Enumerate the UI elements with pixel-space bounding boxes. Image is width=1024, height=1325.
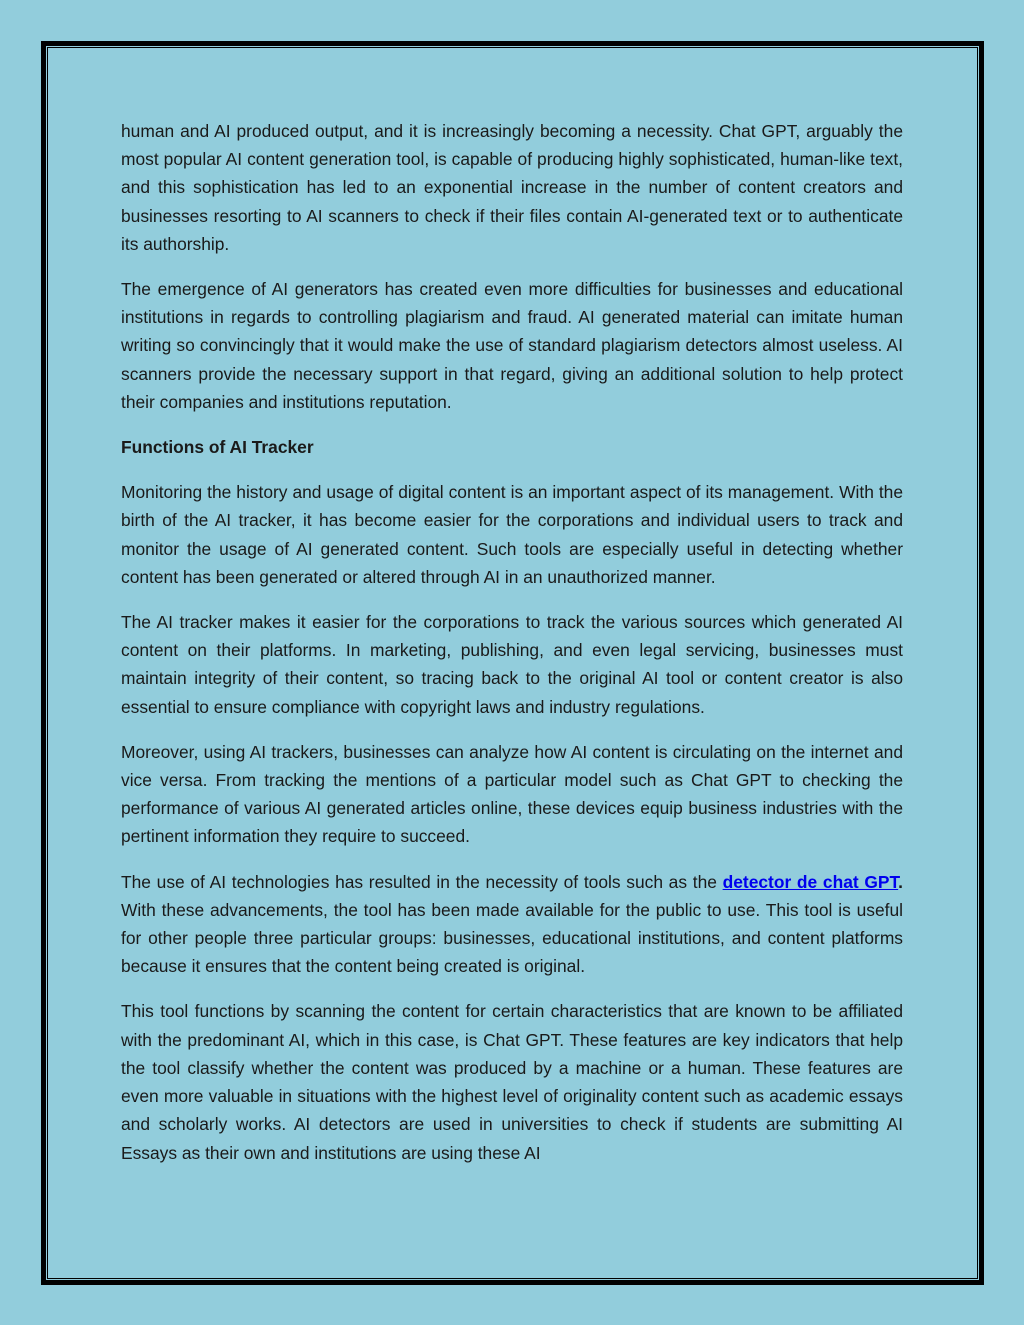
paragraph: human and AI produced output, and it is increasingly becoming a necessity. Chat GPT, arguably the most popular AI content generation tool, is capable of producing highly sophisticated, human-like text, and this sophistication has led to an exponential increase in the number of content creators and businesses resorting to AI scanners to check if their files contain AI-generated text or to authenticate its authorship.: [121, 121, 903, 254]
section-heading: Functions of AI Tracker: [121, 437, 314, 458]
paragraph: The emergence of AI generators has created even more difficulties for businesses and educational institutions in regards to controlling plagiarism and fraud. AI generated material can imitate human writing so convincingly that it would make the use of standard plagiarism detectors almost useless. AI scanners provide the necessary support in that regard, giving an additional solution to help protect their companies and institutions reputation.: [121, 279, 903, 412]
paragraph-with-link: [121, 868, 903, 981]
paragraph: The AI tracker makes it easier for the corporations to track the various sources which generated AI content on their platforms. In marketing, publishing, and even legal servicing, businesses must maintain integrity of their content, so tracing back to the original AI tool or content creator is also essential to ensure compliance with copyright laws and industry regulations.: [121, 612, 903, 717]
paragraph: Moreover, using AI trackers, businesses can analyze how AI content is circulating on the internet and vice versa. From tracking the mentions of a particular model such as Chat GPT to checking the performance of various AI generated articles online, these devices equip business industries with the pertinent information they require to succeed.: [121, 741, 903, 847]
paragraph-text-after-link: With these advancements, the tool has been made available for the public to use. This tool is useful for other people three particular groups: businesses, educational institutions, and content platforms because it ensures that the content being created is original.: [121, 899, 903, 977]
paragraph: Monitoring the history and usage of digital content is an important aspect of its management. With the birth of the AI tracker, it has become easier for the corporations and individual users to track and monitor the usage of AI generated content. Such tools are especially useful in detecting whether content has been generated or altered through AI in an unauthorized manner.: [121, 482, 903, 587]
link-trailing-dot: .: [898, 871, 904, 892]
detector-de-chat-gpt-link[interactable]: detector de chat GPT: [722, 871, 899, 892]
paragraph: This tool functions by scanning the content for certain characteristics that are known to be affiliated with the predominant AI, which in this case, is Chat GPT. These features are key indicators that help the tool classify whether the content was produced by a machine or a human. These features are even more valuable in situations with the highest level of originality content such as academic essays and scholarly works. AI detectors are used in universities to check if students are submitting AI Essays as their own and institutions are using these AI: [121, 1001, 903, 1163]
document-body: [121, 117, 903, 1184]
paragraph-text-before-link: The use of AI technologies has resulted in the necessity of tools such as the: [121, 871, 723, 892]
